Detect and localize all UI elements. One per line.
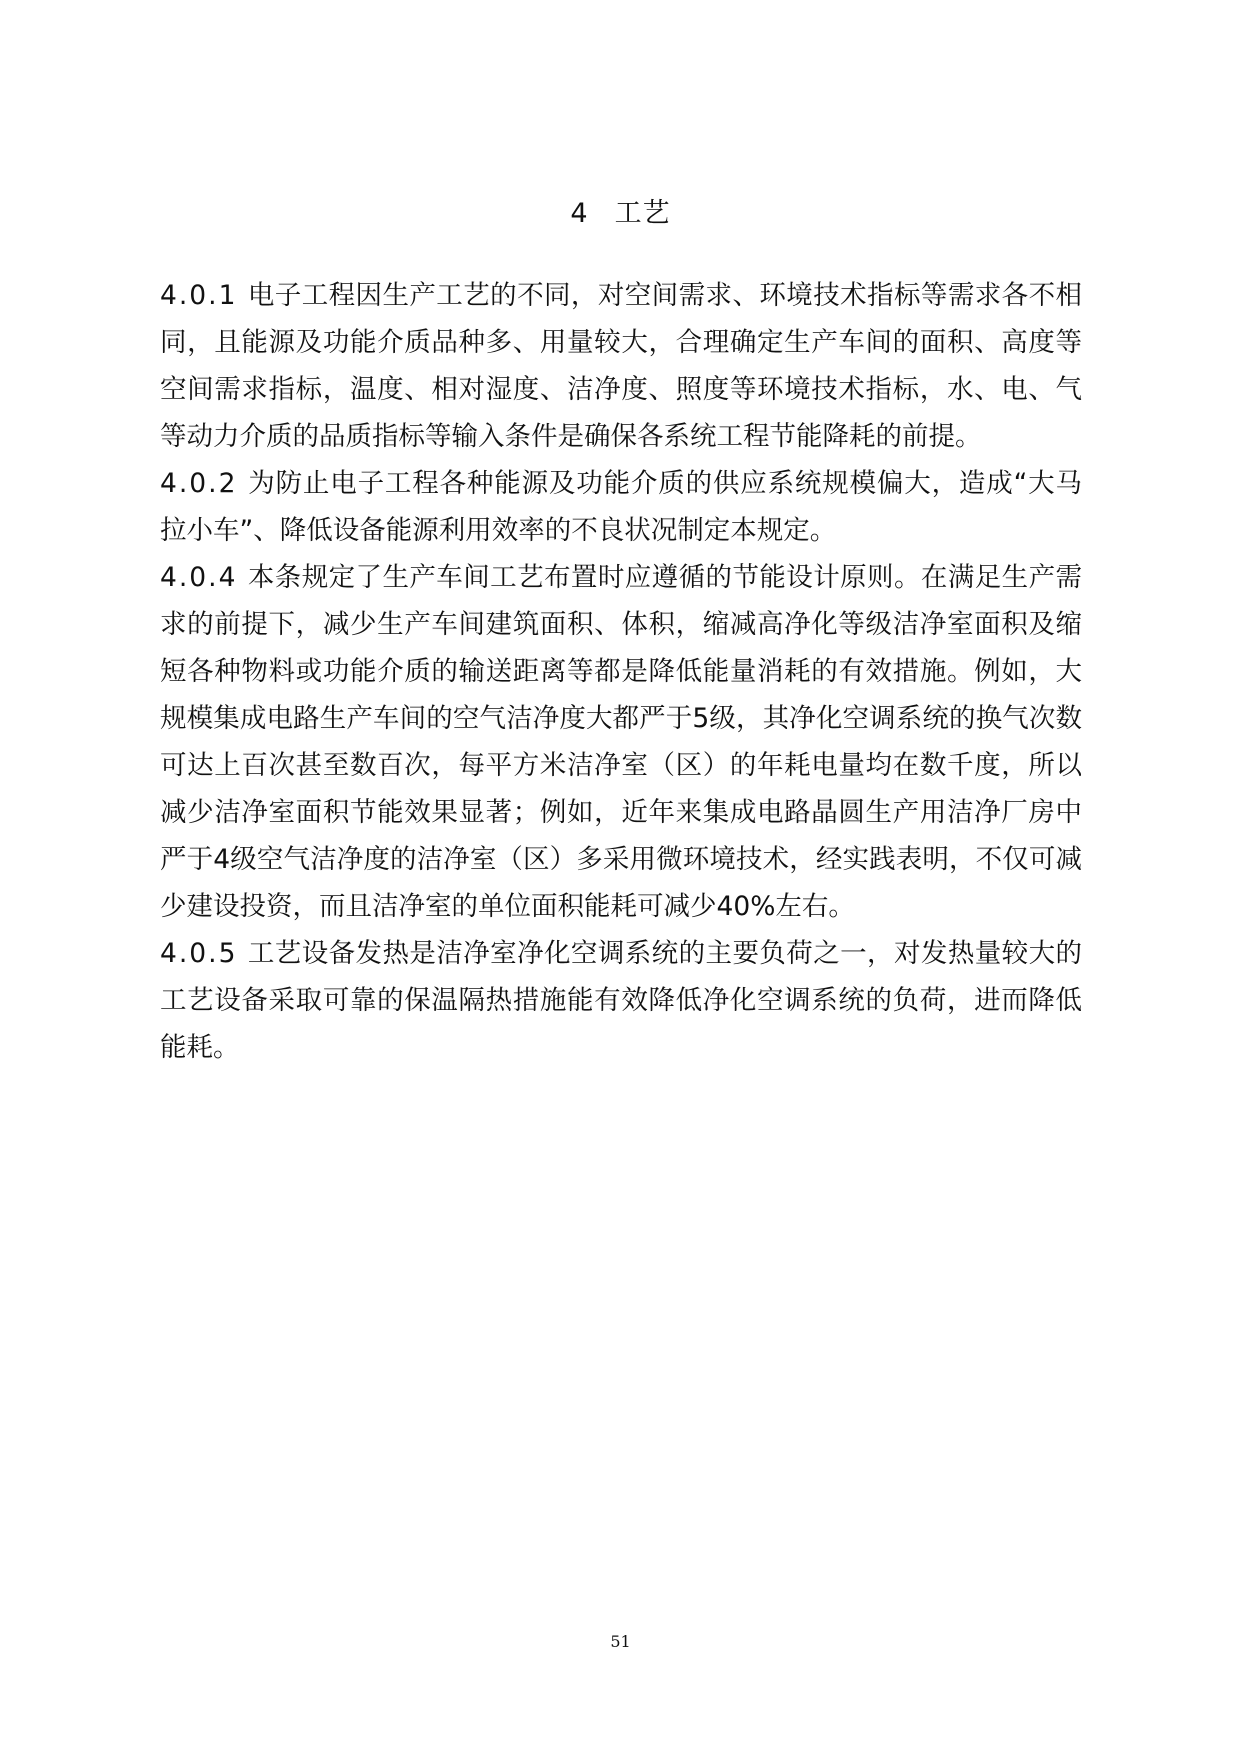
clause-text: 电子工程因生产工艺的不同，对空间需求、环境技术指标等需求各不相同，且能源及功能介质品种多、用量较大，合理确定生产车间的面积、高度等空间需求指标，温度、相对湿度、洁净度、照度等环境技术指标，水、电、气等动力介质的品质指标等输入条件是确保各系统工程节能降耗的前提。 xyxy=(160,280,1082,452)
page-number: 51 xyxy=(610,1632,631,1651)
clause-number: 4.0.5 xyxy=(160,938,238,969)
clause-text: 为防止电子工程各种能源及功能介质的供应系统规模偏大，造成“大马拉小车”、降低设备能源利用效率的不良状况制定本规定。 xyxy=(160,468,1082,546)
clause-paragraph xyxy=(160,460,1082,554)
chapter-body xyxy=(160,272,1082,1071)
clause-text: 本条规定了生产车间工艺布置时应遵循的节能设计原则。在满足生产需求的前提下，减少生产车间建筑面积、体积，缩减高净化等级洁净室面积及缩短各种物料或功能介质的输送距离等都是降低能量消耗的有效措施。例如，大规模集成电路生产车间的空气洁净度大都严于5级，其净化空调系统的换气次数可达上百次甚至数百次，每平方米洁净室（区）的年耗电量均在数千度，所以减少洁净室面积节能效果显著；例如，近年来集成电路晶圆生产用洁净厂房中严于4级空气洁净度的洁净室（区）多采用微环境技术，经实践表明，不仅可减少建设投资，而且洁净室的单位面积能耗可减少40%左右。 xyxy=(160,562,1082,922)
clause-number: 4.0.2 xyxy=(160,468,238,499)
clause-number: 4.0.4 xyxy=(160,562,238,593)
clause-paragraph xyxy=(160,930,1082,1071)
chapter-title-text: 工艺 xyxy=(614,198,671,229)
chapter-number: 4 xyxy=(570,198,589,229)
clause-paragraph xyxy=(160,554,1082,930)
clause-paragraph xyxy=(160,272,1082,460)
chapter-heading xyxy=(0,194,1241,234)
clause-number: 4.0.1 xyxy=(160,280,238,311)
clause-text: 工艺设备发热是洁净室净化空调系统的主要负荷之一，对发热量较大的工艺设备采取可靠的保温隔热措施能有效降低净化空调系统的负荷，进而降低能耗。 xyxy=(160,938,1082,1063)
